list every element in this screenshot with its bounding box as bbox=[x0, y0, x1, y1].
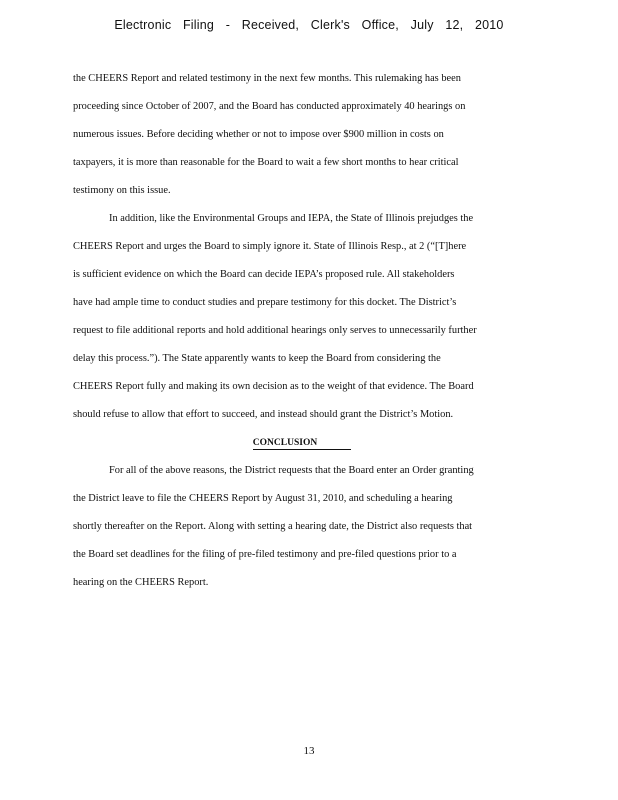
text-line: taxpayers, it is more than reasonable for the Board to wait a few short months to hear critical bbox=[73, 157, 459, 168]
text-line: request to file additional reports and hold additional hearings only serves to unnecessarily further bbox=[73, 325, 477, 336]
text-line: the CHEERS Report and related testimony in the next few months. This rulemaking has been bbox=[73, 73, 461, 84]
document-body bbox=[73, 68, 539, 600]
conclusion-heading: CONCLUSION bbox=[253, 438, 351, 450]
text-line: CHEERS Report and urges the Board to simply ignore it. State of Illinois Resp., at 2 (“[T]here bbox=[73, 241, 467, 252]
section-heading-row bbox=[73, 432, 539, 460]
text-line: In addition, like the Environmental Groups and IEPA, the State of Illinois prejudges the bbox=[109, 213, 474, 224]
paragraph-conclusion bbox=[73, 460, 539, 600]
text-line: For all of the above reasons, the District requests that the Board enter an Order granting bbox=[109, 465, 474, 476]
text-line: delay this process.”). The State apparently wants to keep the Board from considering the bbox=[73, 353, 441, 364]
page-number: 13 bbox=[303, 745, 315, 757]
filing-stamp-header: Electronic Filing - Received, Clerk's Office, July 12, 2010 bbox=[114, 18, 504, 32]
text-line: the Board set deadlines for the filing of pre-filed testimony and pre-filed questions prior to a bbox=[73, 549, 457, 560]
text-line: numerous issues. Before deciding whether or not to impose over $900 million in costs on bbox=[73, 129, 444, 140]
text-line: should refuse to allow that effort to succeed, and instead should grant the District’s Motion. bbox=[73, 409, 454, 420]
text-line: hearing on the CHEERS Report. bbox=[73, 577, 209, 588]
text-line: is sufficient evidence on which the Board can decide IEPA’s proposed rule. All stakeholders bbox=[73, 269, 455, 280]
paragraph-continuation bbox=[73, 68, 539, 208]
paragraph-state-of-illinois bbox=[73, 208, 539, 432]
text-line: testimony on this issue. bbox=[73, 185, 171, 196]
text-line: have had ample time to conduct studies and prepare testimony for this docket. The District’s bbox=[73, 297, 457, 308]
text-line: the District leave to file the CHEERS Report by August 31, 2010, and scheduling a hearing bbox=[73, 493, 453, 504]
text-line: CHEERS Report fully and making its own decision as to the weight of that evidence. The Board bbox=[73, 381, 474, 392]
text-line: shortly thereafter on the Report. Along with setting a hearing date, the District also requests that bbox=[73, 521, 473, 532]
text-line: proceeding since October of 2007, and the Board has conducted approximately 40 hearings on bbox=[73, 101, 466, 112]
